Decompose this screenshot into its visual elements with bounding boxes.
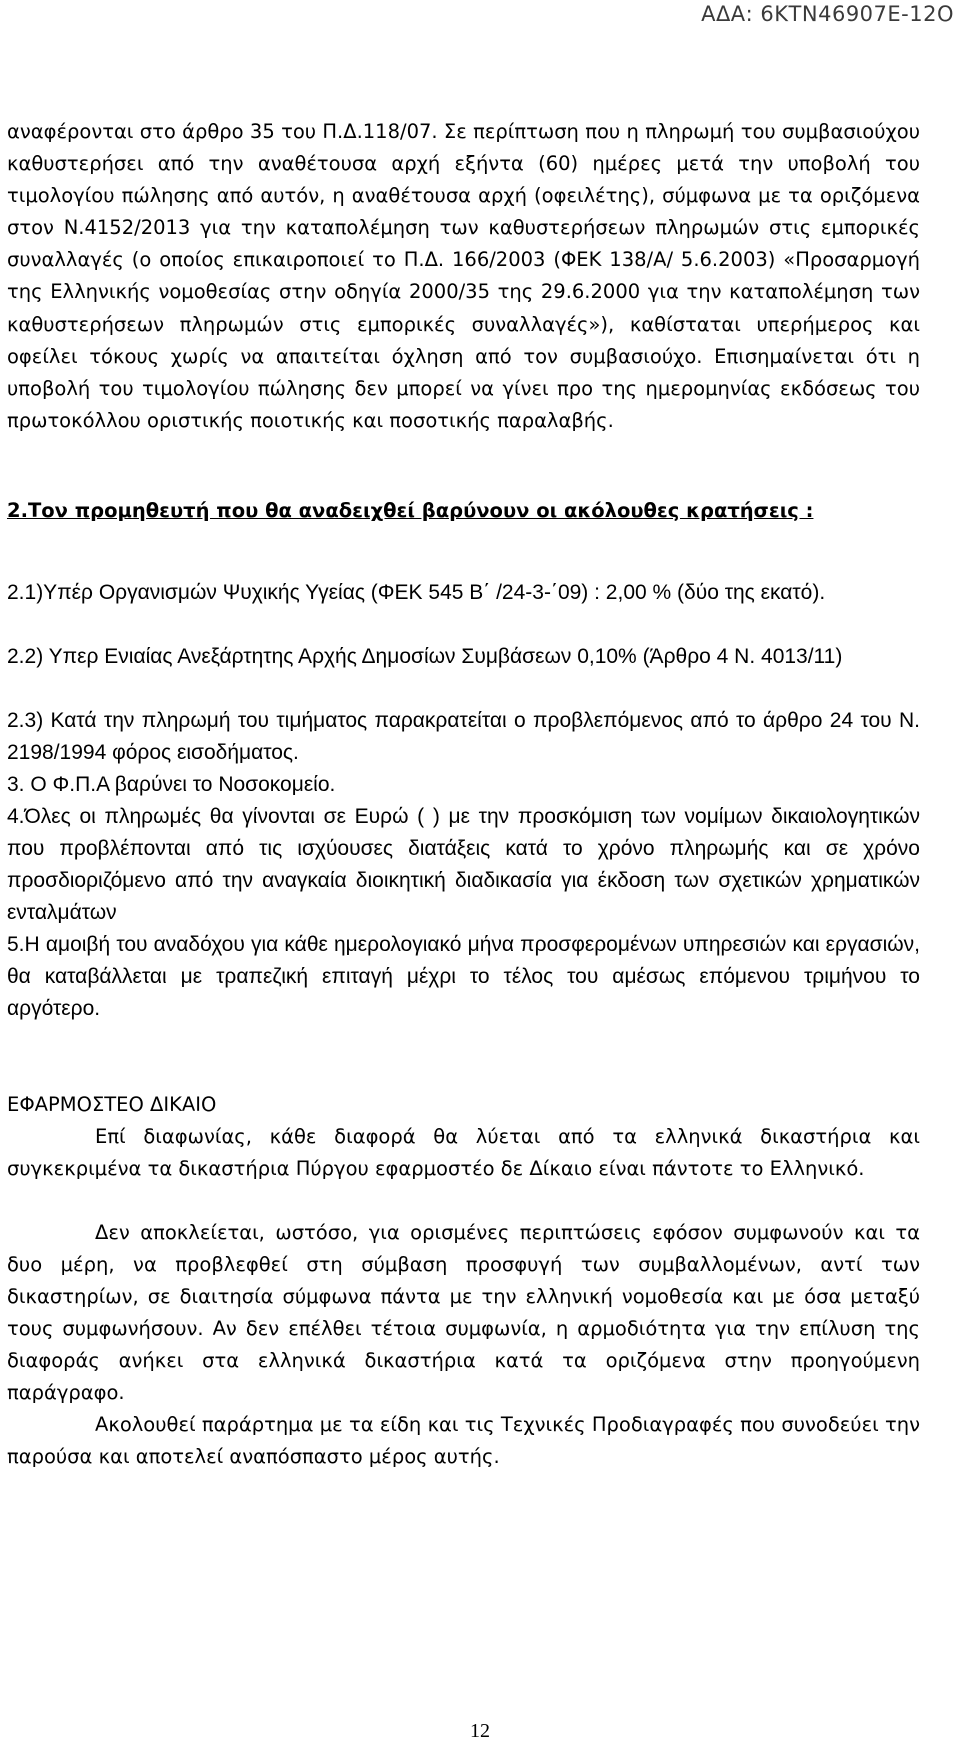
heading-deductions: 2.Τον προμηθευτή που θα αναδειχθεί βαρύνουν οι ακόλουθες κρατήσεις :: [7, 499, 814, 522]
ada-code: ΑΔΑ: 6ΚΤΝ46907Ε-12Ο: [701, 2, 954, 26]
item-2-3: 2.3) Κατά την πληρωμή του τιμήματος παρακρατείται ο προβλεπόμενος από το άρθρο 24 του Ν. 2198/1994 φόρος εισοδήματος.: [7, 709, 920, 764]
item-4: 4.Όλες οι πληρωμές θα γίνονται σε Ευρώ ( ) με την προσκόμιση των νομίμων δικαιολογητικών που προβλέπονται από τις ισχύουσες διατάξεις κατά το χρόνο πληρωμής και σε χρόνο προσδιοριζόμενο από την αναγκαία διοικητική διαδικασία για έκδοση των σχετικών χρηματικών ενταλμάτων: [7, 805, 920, 924]
paragraph-payment-delay: αναφέρονται στο άρθρο 35 του Π.Δ.118/07. Σε περίπτωση που η πληρωμή του συμβασιούχου καθυστερήσει από την αναθέτουσα αρχή εξήντα (60) ημέρες μετά την υποβολή του τιμολογίου πώλησης από αυτόν, η αναθέτουσα αρχή (οφειλέτης), σύμφωνα με τα οριζόμενα στον Ν.4152/2013 για την καταπολέμηση των καθυστερήσεων πληρωμών στις εμπορικές συναλλαγές (ο οποίος επικαιροποιεί το Π.Δ. 166/2003 (ΦΕΚ 138/Α/ 5.6.2003) «Προσαρμογή της Ελληνικής νομοθεσίας στην οδηγία 2000/35 της 29.6.2000 για την καταπολέμηση των καθυστερήσεων πληρωμών στις εμπορικές συναλλαγές»), καθίσταται υπερήμερος και οφείλει τόκους χωρίς να απαιτείται όχληση από τον συμβασιούχο. Επισημαίνεται ότι η υποβολή του τιμολογίου πώλησης δεν μπορεί να γίνει προ της ημερομηνίας εκδόσεως του πρωτοκόλλου οριστικής ποιοτικής και ποσοτικής παραλαβής.: [7, 120, 920, 432]
law-paragraph-2: Δεν αποκλείεται, ωστόσο, για ορισμένες περιπτώσεις εφόσον συμφωνούν και τα δυο μέρη, να προβλεφθεί στη σύμβαση προσφυγή των συμβαλλομένων, αντί των δικαστηρίων, σε διαιτησία σύμφωνα πάντα με την ελληνική νομοθεσία και με όσα μεταξύ τους συμφωνήσουν. Αν δεν επέλθει τέτοια συμφωνία, η αρμοδιότητα για την επίλυση της διαφοράς ανήκει στα ελληνικά δικαστήρια κατά τα οριζόμενα στην προηγούμενη παράγραφο.: [7, 1221, 920, 1405]
item-3: 3. Ο Φ.Π.Α βαρύνει το Νοσοκομείο.: [7, 773, 336, 796]
law-paragraph-1: Επί διαφωνίας, κάθε διαφορά θα λύεται από τα ελληνικά δικαστήρια και συγκεκριμένα τα δικαστήρια Πύργου εφαρμοστέο δε Δίκαιο είναι πάντοτε το Ελληνικό.: [7, 1125, 920, 1181]
item-2-1: 2.1)Υπέρ Οργανισμών Ψυχικής Υγείας (ΦΕΚ 545 Β΄ /24-3-΄09) : 2,00 % (δύο της εκατό).: [7, 581, 826, 604]
section-title-applicable-law: ΕΦΑΡΜΟΣΤΕΟ ΔΙΚΑΙΟ: [7, 1093, 217, 1116]
item-5: 5.Η αμοιβή του αναδόχου για κάθε ημερολογιακό μήνα προσφερομένων υπηρεσιών και εργασιών, θα καταβάλλεται με τραπεζική επιταγή μέχρι το τέλος του αμέσως επόμενου τριμήνου το αργότερο.: [7, 933, 920, 1020]
item-2-2: 2.2) Υπερ Ενιαίας Ανεξάρτητης Αρχής Δημοσίων Συμβάσεων 0,10% (Άρθρο 4 Ν. 4013/11): [7, 645, 843, 668]
page-number: 12: [470, 1720, 490, 1742]
law-paragraph-3: Ακολουθεί παράρτημα με τα είδη και τις Τεχνικές Προδιαγραφές που συνοδεύει την παρούσα και αποτελεί αναπόσπαστο μέρος αυτής.: [7, 1413, 920, 1469]
